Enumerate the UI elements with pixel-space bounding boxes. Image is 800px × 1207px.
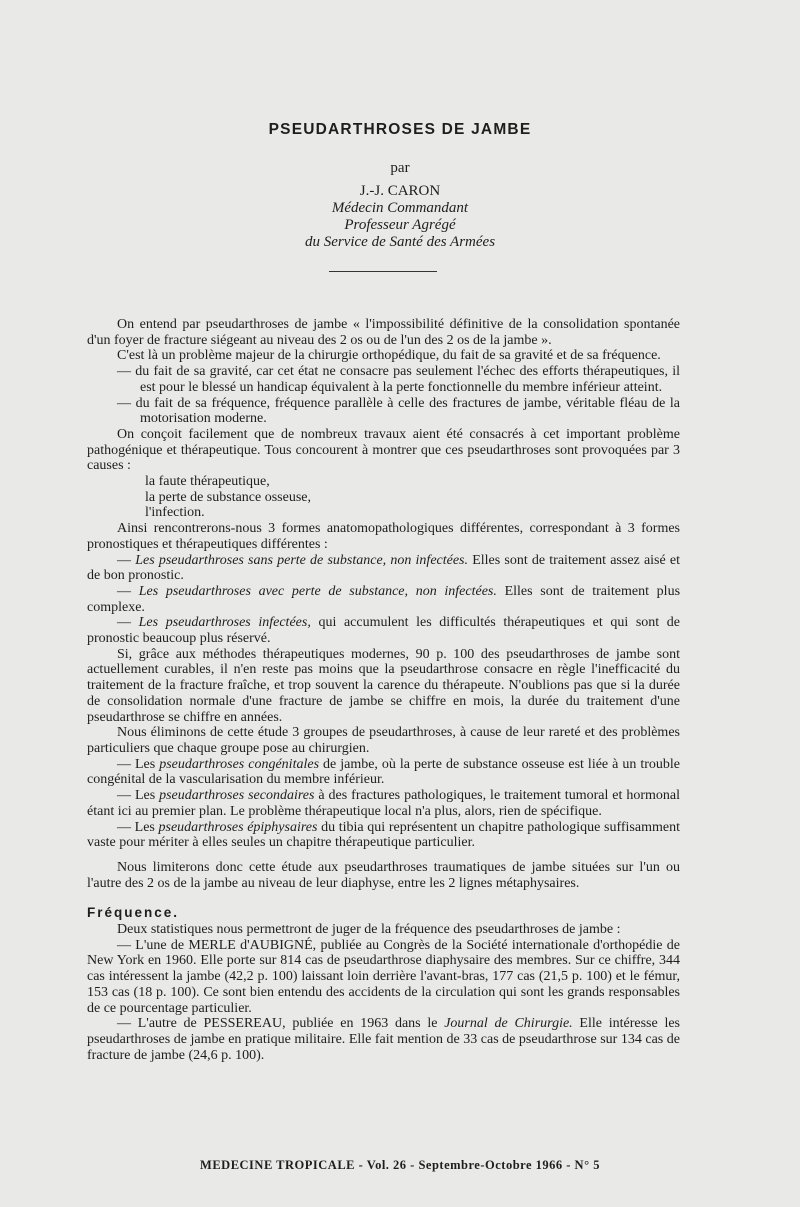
paragraph-scope: Nous limiterons donc cette étude aux pseudarthroses traumatiques de jambe situées sur l'un ou l'autre des 2 os de la jambe au niveau de leur diaphyse, entre les 2 lignes métaphysaires. <box>87 859 680 891</box>
paragraph-forms: Ainsi rencontrerons-nous 3 formes anatomopathologiques différentes, correspondant à 3 formes pronostiques et thérapeutiques différentes : <box>87 521 680 552</box>
exclusion-item-3: — Les pseudarthroses épiphysaires du tibia qui représentent un chapitre pathologique suffisamment vaste pour mériter à elles seules un chapitre thérapeutique particulier. <box>87 819 680 851</box>
dash-item-gravity: — du fait de sa gravité, car cet état ne consacre pas seulement l'échec des efforts thérapeutiques, il est pour le blessé un handicap équivalent à la perte fonctionnelle du membre inférieur atteint. <box>117 364 680 395</box>
by-line: par <box>390 160 410 176</box>
form-item-3: — Les pseudarthroses infectées, qui accumulent les difficultés thérapeutiques et qui sont de pronostic beaucoup plus réservé. <box>87 615 681 647</box>
statistic-item-1: — L'une de MERLE d'AUBIGNÉ, publiée au Congrès de la Société internationale d'orthopédie de New York en 1960. Elle porte sur 814 cas de pseudarthrose diaphysaire des membres. Sur ce chiffre, 344 cas intéressent la jambe (42,2 p. 100) laissant loin derrière l'avant-bras, 177 cas (21,5 p. 100) et le fémur, 153 cas (18 p. 100). Ce sont bien entendu des accidents de la circulation qui sont les grands responsables de ce pourcentage particulier. <box>87 937 680 1016</box>
title-divider <box>329 271 437 272</box>
cause-item-2: la perte de substance osseuse, <box>145 489 311 505</box>
author-block <box>0 160 800 251</box>
author-role-2: Professeur Agrégé <box>344 217 456 233</box>
cause-item-1: la faute thérapeutique, <box>145 474 270 490</box>
form-item-2: — Les pseudarthroses avec perte de substance, non infectées. Elles sont de traitement plus complexe. <box>87 583 681 615</box>
paragraph-problem: C'est là un problème majeur de la chirurgie orthopédique, du fait de sa gravité et de sa fréquence. <box>117 348 661 364</box>
paragraph-statistics: Deux statistiques nous permettront de juger de la fréquence des pseudarthroses de jambe : <box>117 922 621 938</box>
author-name: J.-J. CARON <box>359 183 441 199</box>
paragraph-exclusions: Nous éliminons de cette étude 3 groupes de pseudarthroses, à cause de leur rareté et des problèmes particuliers que chaque groupe pose au chirurgien. <box>87 725 680 756</box>
author-role-1: Médecin Commandant <box>331 200 469 216</box>
exclusion-item-2: — Les pseudarthroses secondaires à des fractures pathologiques, le traitement tumoral et hormonal étant ici au premier plan. Le problème thérapeutique local n'a plus, alors, rien de spécifique. <box>87 788 680 819</box>
journal-footer: MEDECINE TROPICALE - Vol. 26 - Septembre-Octobre 1966 - N° 5 <box>200 1158 600 1172</box>
author-role-3: du Service de Santé des Armées <box>304 234 496 250</box>
section-heading-frequence: Fréquence. <box>87 905 180 921</box>
article-title: PSEUDARTHROSES DE JAMBE <box>268 121 532 138</box>
form-item-1: — Les pseudarthroses sans perte de substance, non infectées. Elles sont de traitement assez aisé et de bon pronostic. <box>87 552 680 584</box>
cause-item-3: l'infection. <box>145 505 205 521</box>
statistic-item-2: — L'autre de PESSEREAU, publiée en 1963 dans le Journal de Chirurgie. Elle intéresse les pseudarthroses de jambe en pratique militaire. Elle fait mention de 33 cas de pseudarthrose sur 134 cas de fracture de jambe (24,6 p. 100). <box>87 1016 680 1063</box>
paragraph-causes: On conçoit facilement que de nombreux travaux aient été consacrés à cet important problème pathogénique et thérapeutique. Tous concourent à montrer que ces pseudarthroses sont provoquées par 3 causes : <box>87 426 680 474</box>
dash-item-frequency: — du fait de sa fréquence, fréquence parallèle à celle des fractures de jambe, véritable fléau de la motorisation moderne. <box>117 395 680 427</box>
article-body <box>87 317 680 1063</box>
exclusion-item-1: — Les pseudarthroses congénitales de jambe, où la perte de substance osseuse est liée à un trouble congénital de la vascularisation du membre inférieur. <box>87 756 680 788</box>
paragraph-modern-methods: Si, grâce aux méthodes thérapeutiques modernes, 90 p. 100 des pseudarthroses de jambe sont actuellement curables, il n'en reste pas moins que la pseudarthrose consacre en règle l'inefficacité du traitement de la fracture fraîche, et trop souvent la carence du thérapeute. N'oublions pas que si la durée de consolidation normale d'une fracture de jambe se chiffre en mois, la durée du traitement d'une pseudarthrose se chiffre en années. <box>87 646 680 725</box>
paragraph-definition: On entend par pseudarthroses de jambe « l'impossibilité définitive de la consolidation spontanée d'un foyer de fracture siégeant au niveau des 2 os ou de l'un des 2 os de la jambe ». <box>87 317 680 348</box>
